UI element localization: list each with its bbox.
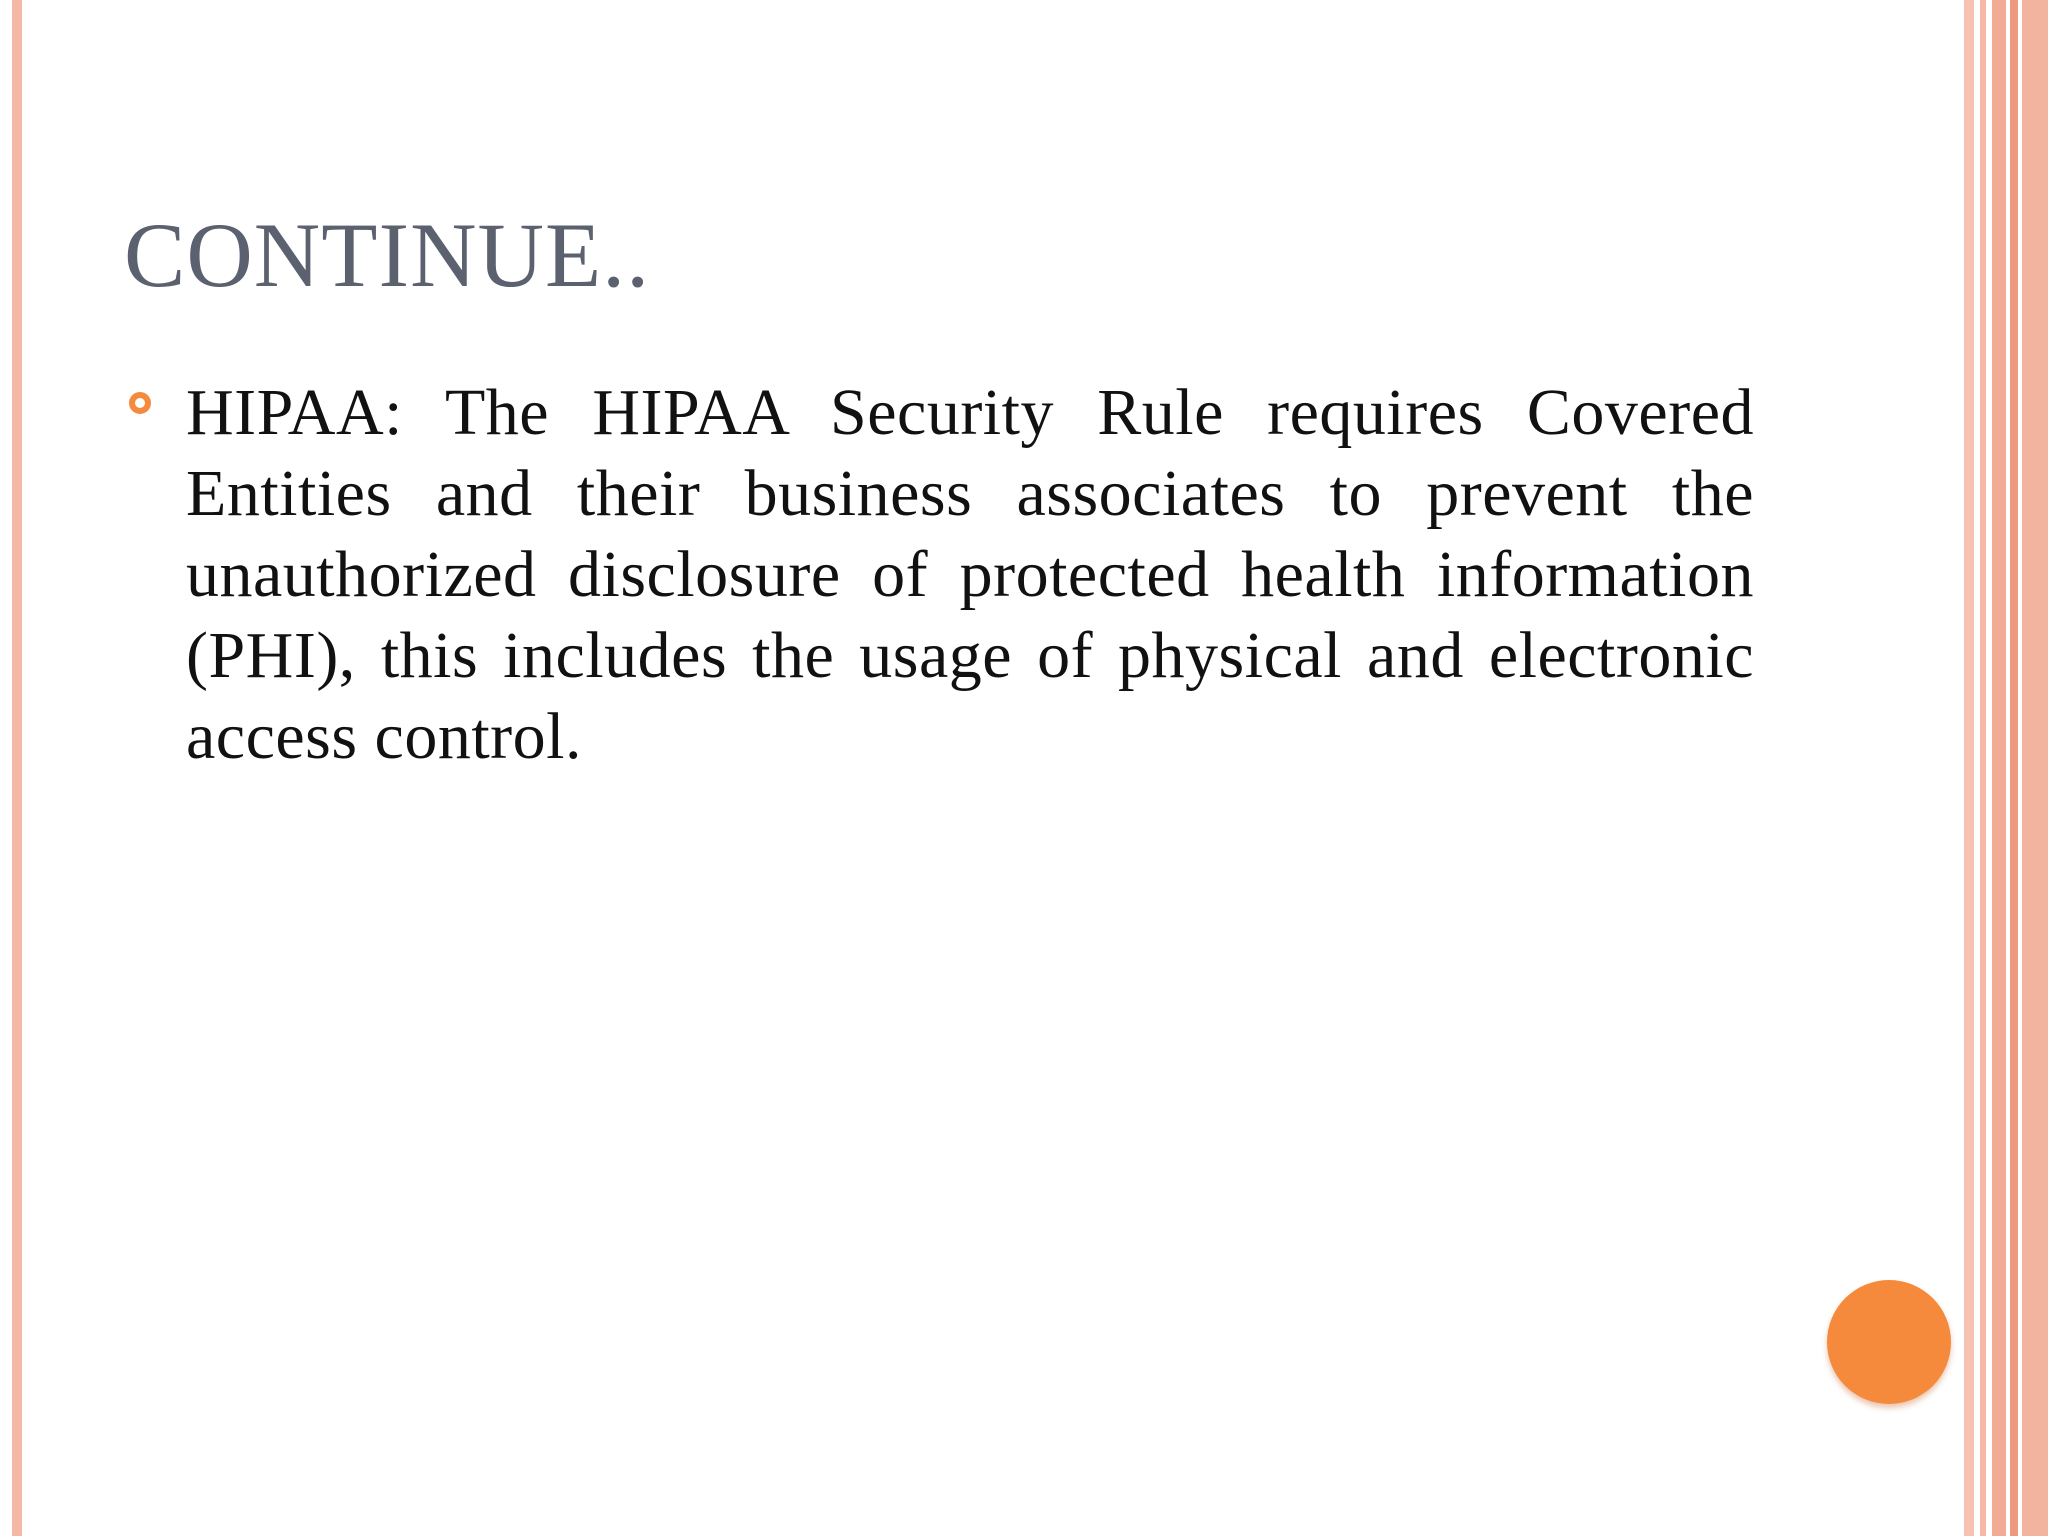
stripe bbox=[1964, 0, 1974, 1536]
bullet-text: HIPAA: The HIPAA Security Rule requires Covered Entities and their business associates to prevent the unauthorized disclosure of protected health information (PHI), this includes the usage of physical and electronic access control. bbox=[186, 376, 1754, 773]
stripe bbox=[1980, 0, 1986, 1536]
stripe bbox=[2022, 0, 2048, 1536]
stripe bbox=[2010, 0, 2018, 1536]
bullet-item bbox=[124, 372, 1754, 777]
slide-title: CONTINUE.. bbox=[124, 204, 651, 306]
bullet-list bbox=[124, 372, 1754, 777]
right-decorative-stripes bbox=[1964, 0, 2048, 1536]
stripe bbox=[1992, 0, 2006, 1536]
orange-circle-decoration bbox=[1827, 1280, 1951, 1404]
left-accent-bar bbox=[12, 0, 22, 1536]
hollow-circle-bullet-icon bbox=[129, 392, 151, 414]
